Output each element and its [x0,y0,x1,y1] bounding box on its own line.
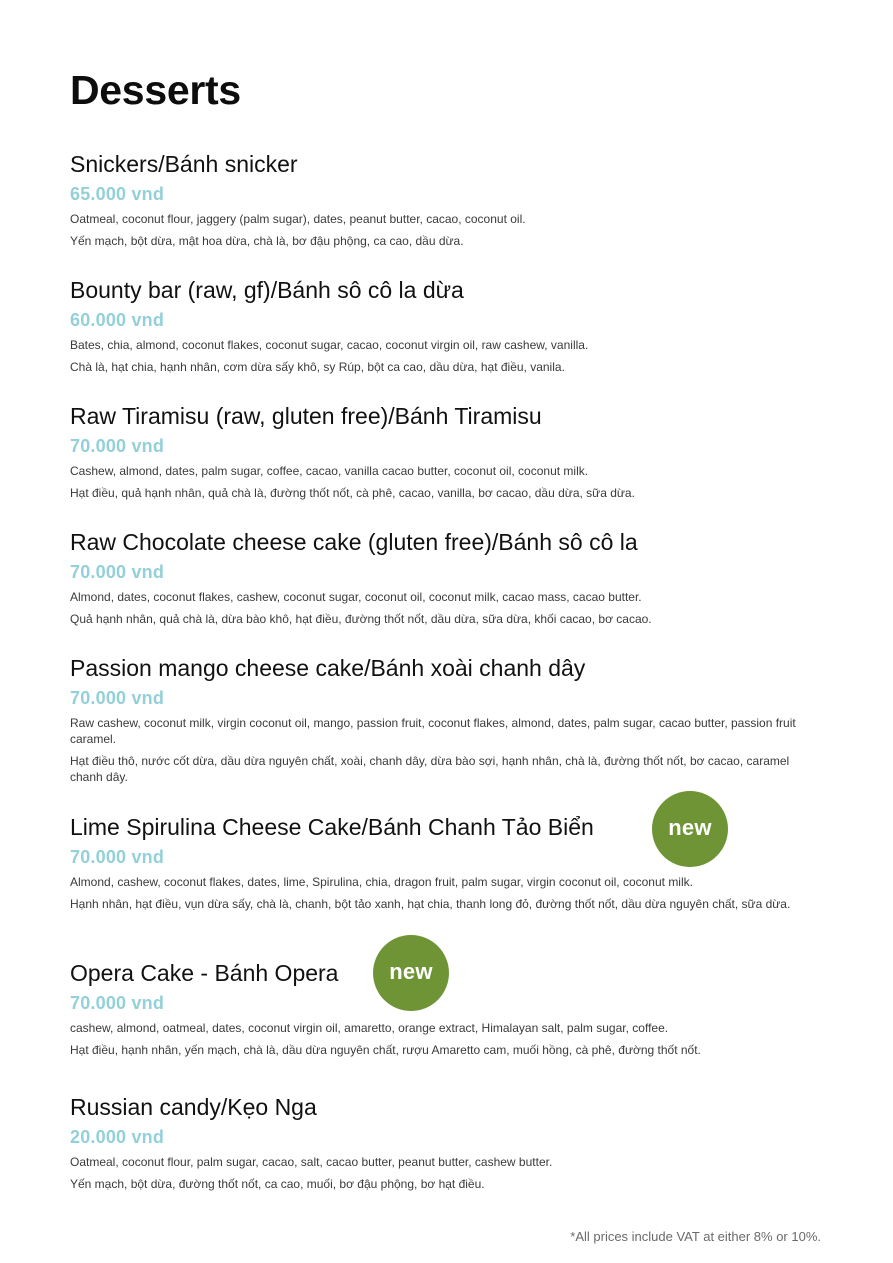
menu-item-passion-mango-cheese-cake [70,653,805,785]
new-badge: new [652,791,728,867]
new-badge: new [373,935,449,1011]
item-description-vi: Hạt điều, quả hạnh nhân, quả chà là, đường thốt nốt, cà phê, cacao, vanilla, bơ cacao, dầu dừa, sữa dừa. [70,486,635,500]
item-name: Bounty bar (raw, gf)/Bánh sô cô la dừa [70,277,464,303]
item-description-vi: Chà là, hạt chia, hạnh nhân, cơm dừa sấy khô, sy Rúp, bột ca cao, dầu dừa, hạt điều, vanila. [70,360,565,374]
item-name: Raw Tiramisu (raw, gluten free)/Bánh Tiramisu [70,403,542,429]
item-description-vi: Hạt điều thô, nước cốt dừa, dầu dừa nguyên chất, xoài, chanh dây, dừa bào sợi, hạnh nhân, chà là, đường thốt nốt, bơ cacao, caramel chanh dây. [70,754,790,784]
item-price: 65.000 vnd [70,184,165,204]
item-description-en: Raw cashew, coconut milk, virgin coconut oil, mango, passion fruit, coconut flakes, almond, dates, palm sugar, cacao butter, passion fruit caramel. [70,716,796,746]
page-title: Desserts [70,67,241,113]
item-name: Passion mango cheese cake/Bánh xoài chanh dây [70,655,586,681]
item-name: Snickers/Bánh snicker [70,151,298,177]
item-price: 60.000 vnd [70,310,165,330]
item-description-en: Almond, cashew, coconut flakes, dates, lime, Spirulina, chia, dragon fruit, palm sugar, virgin coconut oil, coconut milk. [70,875,693,889]
item-description-en: Almond, dates, coconut flakes, cashew, coconut sugar, coconut oil, coconut milk, cacao mass, cacao butter. [70,590,642,604]
item-price: 70.000 vnd [70,436,165,456]
item-description-vi: Hạt điều, hạnh nhân, yến mạch, chà là, dầu dừa nguyên chất, rượu Amaretto cam, muối hồng, cà phê, đường thốt nốt. [70,1043,701,1057]
vat-footnote: *All prices include VAT at either 8% or 10%. [570,1229,821,1244]
menu-item-raw-chocolate-cheese-cake [70,527,805,627]
item-description-en: Oatmeal, coconut flour, palm sugar, cacao, salt, cacao butter, peanut butter, cashew butter. [70,1155,553,1169]
menu-item-snickers [70,149,805,249]
menu-item-raw-tiramisu [70,401,805,501]
item-name: Lime Spirulina Cheese Cake/Bánh Chanh Tảo Biển [70,814,594,840]
item-description-en: Bates, chia, almond, coconut flakes, coconut sugar, cacao, coconut virgin oil, raw cashew, vanilla. [70,338,589,352]
item-description-vi: Quả hạnh nhân, quả chà là, dừa bào khô, hạt điều, đường thốt nốt, dầu dừa, sữa dừa, khối cacao, bơ cacao. [70,612,652,626]
item-price: 70.000 vnd [70,562,165,582]
item-description-vi: Yến mạch, bột dừa, đường thốt nốt, ca cao, muối, bơ đậu phộng, bơ hạt điều. [70,1177,485,1191]
item-description-vi: Hạnh nhân, hạt điều, vụn dừa sấy, chà là, chanh, bột tảo xanh, hạt chia, thanh long đỏ, đường thốt nốt, dầu dừa nguyên chất, sữa dừa. [70,897,791,911]
item-name: Russian candy/Kẹo Nga [70,1094,317,1120]
menu-item-bounty-bar [70,275,805,375]
menu-item-russian-candy [70,1092,805,1192]
item-description-en: Oatmeal, coconut flour, jaggery (palm sugar), dates, peanut butter, cacao, coconut oil. [70,212,526,226]
item-description-en: cashew, almond, oatmeal, dates, coconut virgin oil, amaretto, orange extract, Himalayan salt, palm sugar, coffee. [70,1021,669,1035]
item-price: 70.000 vnd [70,688,165,708]
item-name: Opera Cake - Bánh Opera [70,960,339,986]
item-price: 20.000 vnd [70,1127,165,1147]
item-name: Raw Chocolate cheese cake (gluten free)/Bánh sô cô la [70,529,638,555]
item-price: 70.000 vnd [70,847,165,867]
item-price: 70.000 vnd [70,993,165,1013]
item-description-vi: Yến mạch, bột dừa, mật hoa dừa, chà là, bơ đậu phộng, ca cao, dầu dừa. [70,234,464,248]
item-description-en: Cashew, almond, dates, palm sugar, coffee, cacao, vanilla cacao butter, coconut oil, coconut milk. [70,464,589,478]
